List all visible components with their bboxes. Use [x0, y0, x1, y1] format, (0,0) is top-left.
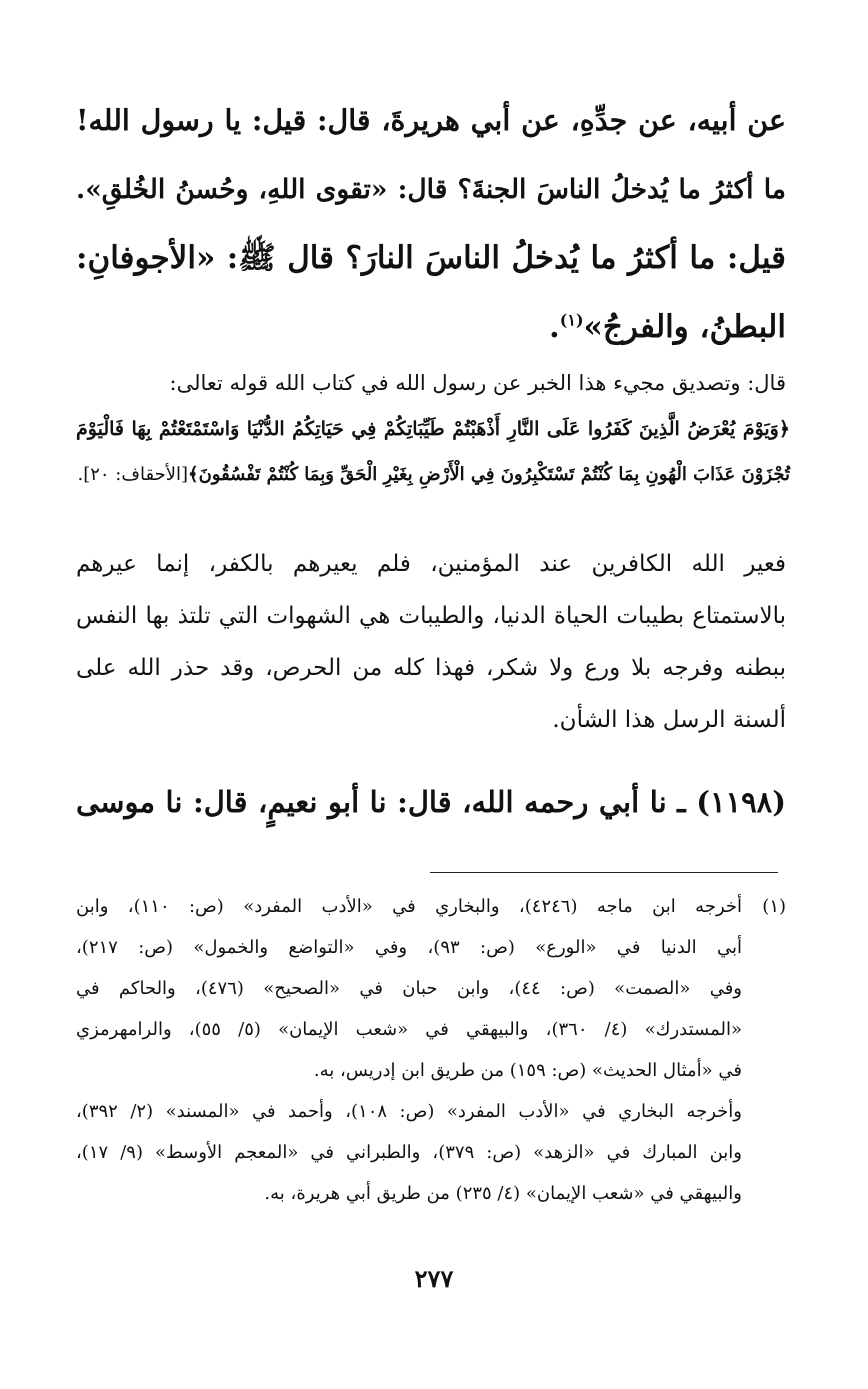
- footnote-line: وفي «الصمت» (ص: ٤٤)، وابن حبان في «الصحيح» (٤٧٦)، والحاكم في: [76, 978, 742, 999]
- hadith-line: عن أبيه، عن جدِّهِ، عن أبي هريرةَ، قال: قيل: يا رسول الله!: [76, 103, 786, 137]
- footnote-line: في «أمثال الحديث» (ص: ١٥٩) من طريق ابن إدريس، به.: [313, 1060, 742, 1081]
- page-number: ٢٧٧: [414, 1264, 454, 1293]
- paragraph-line: فعير الله الكافرين عند المؤمنين، فلم يعيرهم بالكفر، إنما عيرهم: [76, 551, 786, 577]
- footnote-reference[interactable]: (١): [559, 310, 584, 330]
- footnote-line: وأخرجه البخاري في «الأدب المفرد» (ص: ١٠٨)، وأحمد في «المسند» (٢/ ٣٩٢)،: [76, 1101, 742, 1122]
- hadith-line-tail: .: [549, 309, 560, 345]
- hadith-line: ما أكثرُ ما يُدخلُ الناسَ الجنةَ؟ قال: «تقوى اللهِ، وحُسنُ الخُلقِ».: [76, 174, 786, 205]
- commentary-paragraph: [76, 538, 786, 746]
- quran-line-text: تُجْزَوْنَ عَذَابَ الْهُونِ بِمَا كُنْتُمْ تَسْتَكْبِرُونَ فِي الْأَرْضِ بِغَيْرِ الْحَقِّ وَبِمَا كُنْتُمْ تَفْسُقُونَ﴾: [188, 464, 790, 485]
- hadith-line-text: البطنُ، والفرجُ»: [583, 309, 786, 345]
- footnote-line: أبي الدنيا في «الورع» (ص: ٩٣)، وفي «التواضع والخمول» (ص: ٢١٧)،: [76, 937, 742, 958]
- footnote-line: «المستدرك» (٤/ ٣٦٠)، والبيهقي في «شعب الإيمان» (٥/ ٥٥)، والرامهرمزي: [76, 1019, 742, 1040]
- next-hadith-heading: (١١٩٨) ـ نا أبي رحمه الله، قال: نا أبو نعيمٍ، قال: نا موسى: [76, 785, 786, 819]
- footnote-line: والبيهقي في «شعب الإيمان» (٤/ ٢٣٥) من طريق أبي هريرة، به.: [264, 1183, 742, 1204]
- paragraph-line: ببطنه وفرجه بلا ورع ولا شكر، فهذا كله من الحرص، وقد حذر الله على: [76, 655, 786, 681]
- footnote-number: (١): [762, 896, 787, 917]
- commentary-intro: قال: وتصديق مجيء هذا الخبر عن رسول الله في كتاب الله قوله تعالى:: [169, 371, 786, 395]
- footnote-line: وابن المبارك في «الزهد» (ص: ٣٧٩)، والطبراني في «المعجم الأوسط» (٩/ ١٧)،: [76, 1142, 742, 1163]
- paragraph-line: بالاستمتاع بطيبات الحياة الدنيا، والطيبات هي الشهوات التي تلتذ بها النفس: [76, 603, 786, 629]
- footnote-line-first: [76, 886, 786, 927]
- hadith-line: قيل: ما أكثرُ ما يُدخلُ الناسَ النارَ؟ قال ﷺ: «الأجوفانِ:: [76, 240, 786, 276]
- quran-line-last: [76, 456, 790, 494]
- footnote-text: أخرجه ابن ماجه (٤٢٤٦)، والبخاري في «الأدب المفرد» (ص: ١١٠)، وابن: [76, 896, 743, 917]
- footnotes: [76, 886, 786, 1214]
- quran-verse: [76, 410, 790, 502]
- quran-line: ﴿وَيَوْمَ يُعْرَضُ الَّذِينَ كَفَرُوا عَلَى النَّارِ أَذْهَبْتُمْ طَيِّبَاتِكُمْ فِي حَيَاتِكُمُ الدُّنْيَا وَاسْتَمْتَعْتُمْ بِهَا فَالْيَوْمَ: [76, 418, 790, 440]
- paragraph-line-last: ألسنة الرسل هذا الشأن.: [552, 707, 786, 733]
- hadith-text: [76, 86, 786, 362]
- hadith-line-last: [76, 293, 786, 362]
- surah-reference: [الأحقاف: ٢٠].: [77, 464, 189, 485]
- footnote-divider: [430, 872, 778, 873]
